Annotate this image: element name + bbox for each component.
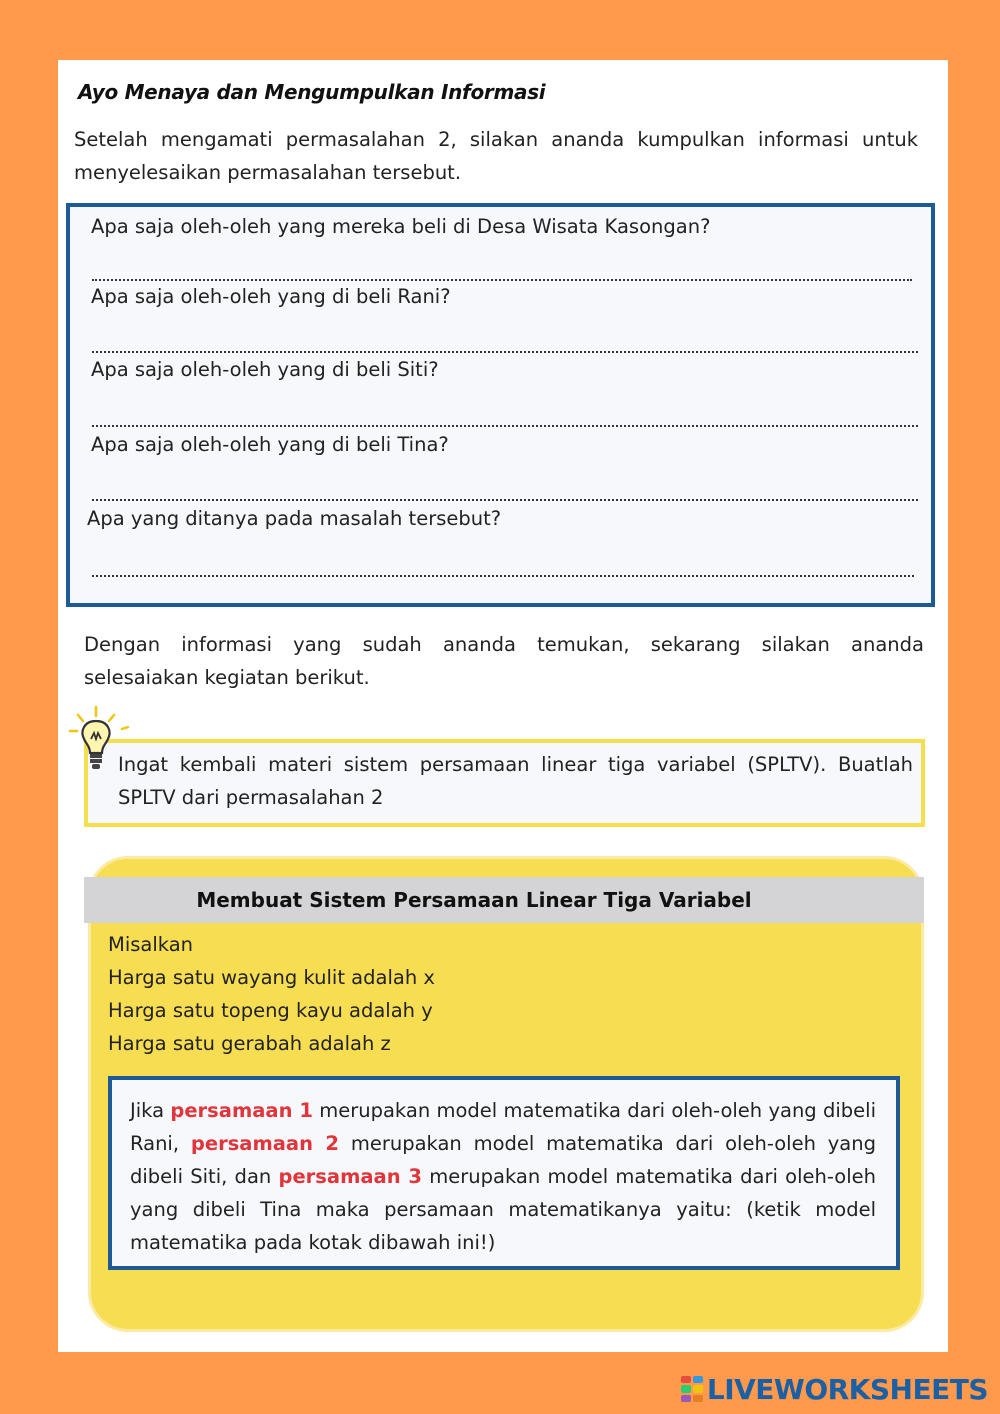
activity-title-bar <box>84 877 924 923</box>
answer-line-5[interactable] <box>92 575 914 577</box>
brand-icon <box>681 1376 703 1402</box>
question-1: Apa saja oleh-oleh yang mereka beli di Desa Wisata Kasongan? <box>91 215 711 238</box>
liveworksheets-logo[interactable] <box>681 1372 988 1406</box>
instruction-box <box>108 1076 900 1270</box>
let-line: Misalkan <box>108 933 194 956</box>
brand-text: LIVEWORKSHEETS <box>706 1372 988 1406</box>
followup-paragraph: Dengan informasi yang sudah ananda temukan, sekarang silakan ananda selesaiakan kegiatan berikut. <box>84 633 924 689</box>
let-line: Harga satu topeng kayu adalah y <box>108 999 433 1022</box>
instruction-text <box>130 1094 876 1259</box>
instruction-part: merupakan model matematika dari oleh-oleh yang dibeli Siti, dan <box>130 1132 876 1188</box>
answer-line-3[interactable] <box>92 425 918 427</box>
hint-box <box>84 739 925 827</box>
worksheet-page <box>58 60 948 1352</box>
equation-1-label: persamaan 1 <box>170 1099 313 1122</box>
question-2: Apa saja oleh-oleh yang di beli Rani? <box>91 285 451 308</box>
variable-definitions <box>108 928 435 1060</box>
instruction-part: merupakan model matematika dari oleh-oleh yang dibeli Rani, <box>130 1099 876 1155</box>
question-5: Apa yang ditanya pada masalah tersebut? <box>87 507 502 530</box>
intro-paragraph: Setelah mengamati permasalahan 2, silakan ananda kumpulkan informasi untuk menyelesaikan permasalahan tersebut. <box>74 128 918 184</box>
equation-3-label: persamaan 3 <box>278 1165 422 1188</box>
equation-2-label: persamaan 2 <box>190 1132 339 1155</box>
answer-line-2[interactable] <box>92 351 918 353</box>
questions-box <box>66 203 935 607</box>
let-line: Harga satu wayang kulit adalah x <box>108 966 435 989</box>
instruction-part: Jika <box>130 1099 171 1122</box>
let-line: Harga satu gerabah adalah z <box>108 1032 391 1055</box>
activity-title: Membuat Sistem Persamaan Linear Tiga Variabel <box>196 888 752 912</box>
question-3: Apa saja oleh-oleh yang di beli Siti? <box>91 358 439 381</box>
section-heading: Ayo Menaya dan Mengumpulkan Informasi <box>78 80 546 104</box>
answer-line-4[interactable] <box>92 499 918 501</box>
instruction-part: merupakan model matematika dari oleh-oleh yang dibeli Tina maka persamaan matematikanya yaitu: (ketik model matematika pada kotak dibawah ini!) <box>130 1165 876 1254</box>
lightbulb-icon <box>66 703 130 783</box>
hint-text: Ingat kembali materi sistem persamaan linear tiga variabel (SPLTV). Buatlah SPLTV dari permasalahan 2 <box>118 753 913 809</box>
answer-line-1[interactable] <box>92 279 912 281</box>
question-4: Apa saja oleh-oleh yang di beli Tina? <box>91 433 449 456</box>
